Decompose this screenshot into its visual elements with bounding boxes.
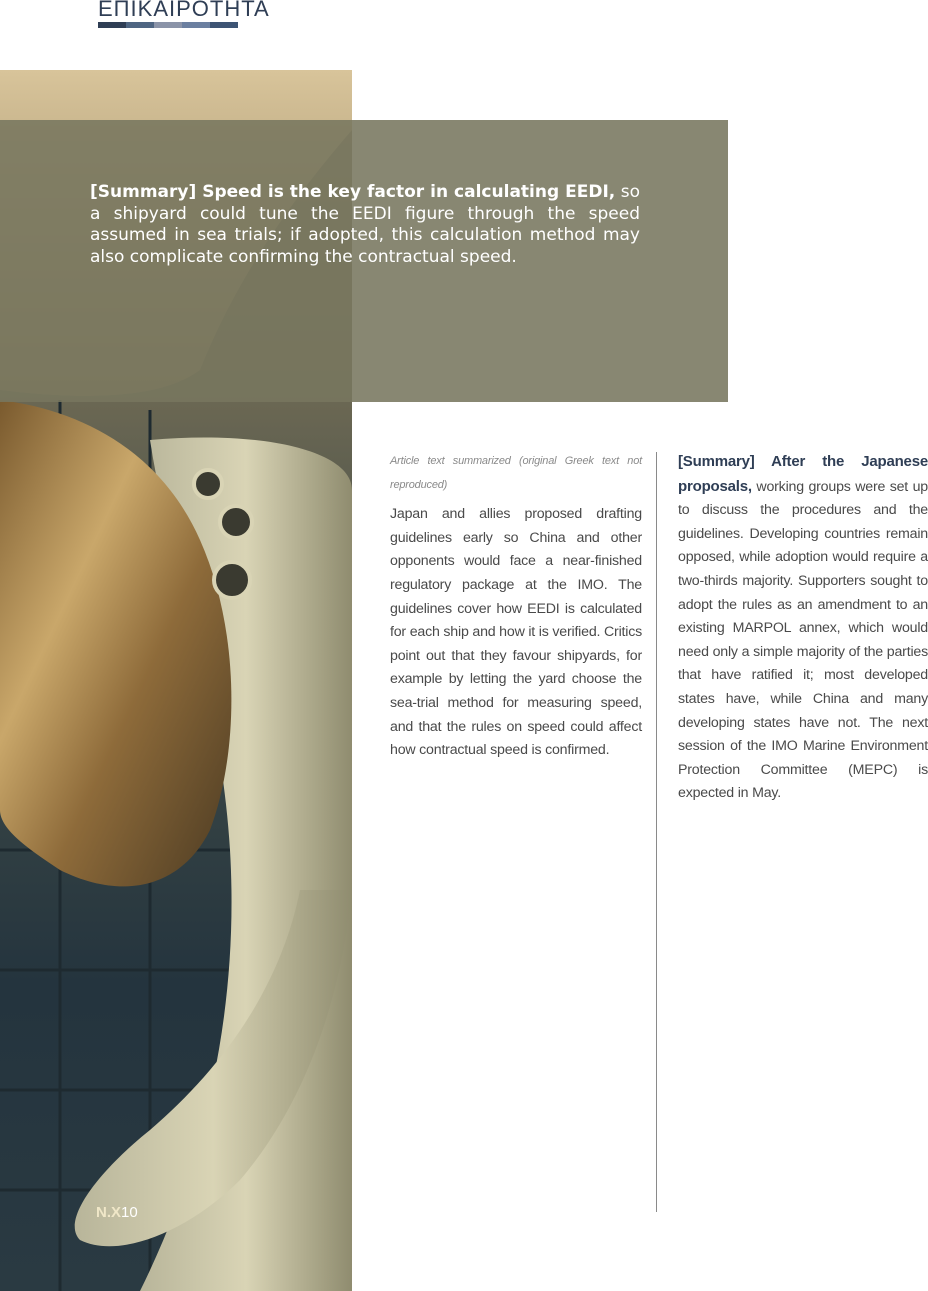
column-2-text: working groups were set up to discuss the procedures and the guidelines. Developing countries remain opposed, while adoption would require a two-thirds majority. Supporters sought to adopt the rules as an amendment to an existing MARPOL annex, which would need only a simple majority of the parties that have ratified it; most developed states have, while China and many developing states have not. The next session of the IMO Marine Environment Protection Committee (MEPC) is expected in May. xyxy=(678,478,928,802)
page-number-prefix: N.X xyxy=(96,1204,122,1221)
pull-quote-body: so a shipyard could tune the EEDI figure through the speed assumed in sea trials; if adopted, this calculation method may also complicate confirming the contractual speed. xyxy=(90,182,641,267)
column-1-text: Japan and allies proposed drafting guidelines early so China and other opponents would face a near-finished regulatory package at the IMO. The guidelines cover how EEDI is calculated for each ship and how it is verified. Critics point out that they favour shipyards, for example by letting the yard choose the sea-trial method for measuring speed, and that the rules on speed could affect how contractual speed is confirmed. xyxy=(390,506,643,759)
article-column-2 xyxy=(678,450,928,806)
header-color-bar xyxy=(98,22,238,28)
section-title: ΕΠΙΚΑΙΡΟΤΗΤΑ xyxy=(98,0,270,21)
pull-quote-panel xyxy=(0,120,728,402)
article-column-1 xyxy=(390,450,642,763)
section-header xyxy=(98,0,270,32)
header-bar-segment xyxy=(98,22,126,28)
header-bar-segment xyxy=(210,22,238,28)
summary-note: Article text summarized (original Greek text not reproduced) xyxy=(390,455,642,491)
column-2-lead: [Summary] After the Japanese proposals, xyxy=(678,453,928,495)
header-bar-segment xyxy=(126,22,154,28)
pull-quote-lead: [Summary] Speed is the key factor in calculating EEDI, xyxy=(90,182,616,202)
page-number-value: 10 xyxy=(121,1204,138,1221)
column-divider xyxy=(656,452,657,1212)
page-number xyxy=(96,1204,138,1221)
pull-quote xyxy=(90,182,640,268)
header-bar-segment xyxy=(154,22,182,28)
header-bar-segment xyxy=(182,22,210,28)
